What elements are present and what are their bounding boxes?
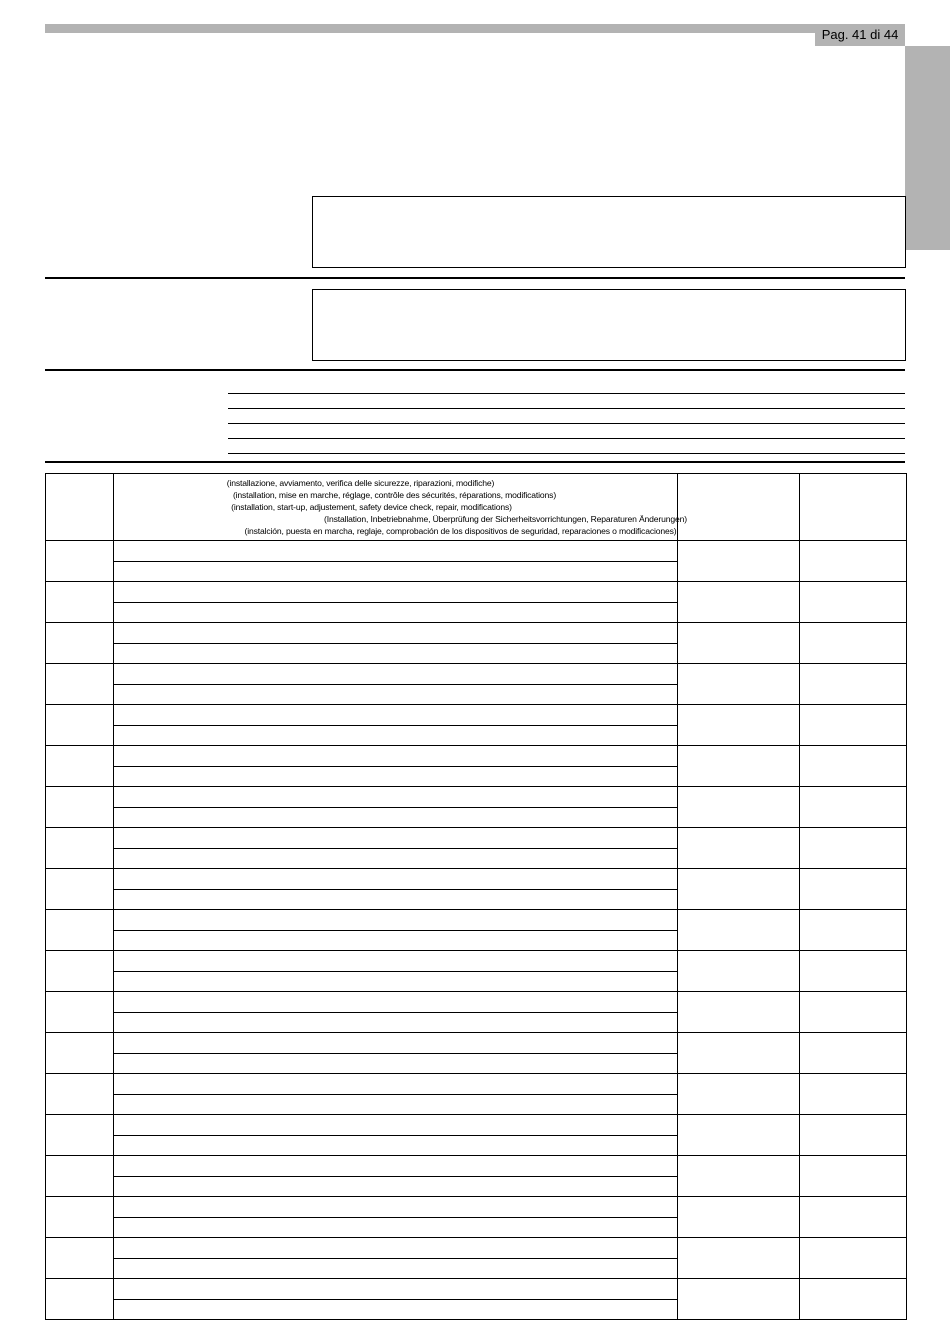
log-entry-row bbox=[46, 828, 907, 849]
signature-cell bbox=[800, 787, 907, 828]
date-cell bbox=[46, 1115, 114, 1156]
write-line bbox=[228, 438, 905, 439]
technician-cell bbox=[678, 787, 800, 828]
write-line bbox=[228, 408, 905, 409]
operation-line-cell bbox=[114, 971, 678, 992]
technician-cell bbox=[678, 582, 800, 623]
date-cell bbox=[46, 992, 114, 1033]
technician-cell bbox=[678, 1115, 800, 1156]
signature-cell bbox=[800, 1238, 907, 1279]
signature-cell bbox=[800, 623, 907, 664]
log-entry-row bbox=[46, 1115, 907, 1136]
log-entry-row bbox=[46, 705, 907, 726]
signature-cell bbox=[800, 951, 907, 992]
date-cell bbox=[46, 541, 114, 582]
date-cell bbox=[46, 1074, 114, 1115]
signature-cell bbox=[800, 910, 907, 951]
log-entry-row bbox=[46, 541, 907, 562]
log-entry-row bbox=[46, 951, 907, 972]
date-cell bbox=[46, 951, 114, 992]
date-cell bbox=[46, 1197, 114, 1238]
operation-line-cell bbox=[114, 746, 678, 767]
operation-header-es: (instalción, puesta en marcha, reglaje, comprobación de los dispositivos de seguridad, reparaciones o modificaciones) bbox=[244, 526, 677, 536]
signature-cell bbox=[800, 705, 907, 746]
date-cell bbox=[46, 623, 114, 664]
section-divider bbox=[45, 369, 905, 371]
technician-cell bbox=[678, 1156, 800, 1197]
log-entry-row bbox=[46, 992, 907, 1013]
date-cell bbox=[46, 705, 114, 746]
operation-header-en: (installation, start-up, adjustement, safety device check, repair, modifications) bbox=[231, 502, 512, 512]
date-cell bbox=[46, 746, 114, 787]
technician-cell bbox=[678, 1197, 800, 1238]
date-cell bbox=[46, 787, 114, 828]
log-entry-row bbox=[46, 869, 907, 890]
operation-line-cell bbox=[114, 561, 678, 582]
info-box-middle bbox=[312, 289, 906, 361]
operation-line-cell bbox=[114, 623, 678, 644]
side-tab bbox=[905, 46, 950, 250]
operation-line-cell bbox=[114, 869, 678, 890]
write-line bbox=[228, 423, 905, 424]
operation-line-cell bbox=[114, 1197, 678, 1218]
date-cell bbox=[46, 869, 114, 910]
signature-cell bbox=[800, 992, 907, 1033]
technician-cell bbox=[678, 992, 800, 1033]
operation-line-cell bbox=[114, 910, 678, 931]
operation-line-cell bbox=[114, 1094, 678, 1115]
signature-cell bbox=[800, 869, 907, 910]
write-line bbox=[228, 453, 905, 454]
date-cell bbox=[46, 1238, 114, 1279]
date-header-cell bbox=[46, 474, 114, 541]
signature-cell bbox=[800, 582, 907, 623]
log-entry-row bbox=[46, 910, 907, 931]
operation-line-cell bbox=[114, 807, 678, 828]
operation-line-cell bbox=[114, 1053, 678, 1074]
section-divider bbox=[45, 277, 905, 279]
signature-cell bbox=[800, 664, 907, 705]
operation-header-de: (Installation, Inbetriebnahme, Überprüfung der Sicherheitsvorrichtungen, Reparaturen Änderungen) bbox=[324, 514, 687, 524]
operation-line-cell bbox=[114, 664, 678, 685]
operation-header-it: (installazione, avviamento, verifica delle sicurezze, riparazioni, modifiche) bbox=[226, 478, 495, 488]
operation-line-cell bbox=[114, 766, 678, 787]
operation-line-cell bbox=[114, 705, 678, 726]
section-divider bbox=[45, 461, 905, 463]
operation-line-cell bbox=[114, 889, 678, 910]
technician-cell bbox=[678, 1279, 800, 1320]
info-box-top bbox=[312, 196, 906, 268]
signature-cell bbox=[800, 746, 907, 787]
technician-cell bbox=[678, 869, 800, 910]
operation-line-cell bbox=[114, 930, 678, 951]
date-cell bbox=[46, 910, 114, 951]
technician-cell bbox=[678, 1033, 800, 1074]
operation-line-cell bbox=[114, 582, 678, 603]
signature-cell bbox=[800, 1279, 907, 1320]
table-header-row bbox=[46, 474, 907, 541]
operation-line-cell bbox=[114, 725, 678, 746]
operation-line-cell bbox=[114, 787, 678, 808]
operation-line-cell bbox=[114, 1217, 678, 1238]
signature-cell bbox=[800, 1156, 907, 1197]
log-entry-row bbox=[46, 1156, 907, 1177]
technician-cell bbox=[678, 664, 800, 705]
log-entry-row bbox=[46, 1238, 907, 1259]
operation-line-cell bbox=[114, 1074, 678, 1095]
operation-line-cell bbox=[114, 1299, 678, 1320]
operation-line-cell bbox=[114, 602, 678, 623]
log-entry-row bbox=[46, 582, 907, 603]
operation-header-fr: (installation, mise en marche, réglage, contrôle des sécurités, réparations, modifications) bbox=[232, 490, 557, 500]
operation-line-cell bbox=[114, 684, 678, 705]
technician-header-cell bbox=[678, 474, 800, 541]
operation-line-cell bbox=[114, 1115, 678, 1136]
log-entry-row bbox=[46, 1197, 907, 1218]
operation-line-cell bbox=[114, 1238, 678, 1259]
write-line bbox=[228, 393, 905, 394]
technician-cell bbox=[678, 910, 800, 951]
operation-line-cell bbox=[114, 992, 678, 1013]
operation-header-cell bbox=[114, 474, 687, 541]
maintenance-log-table bbox=[45, 473, 907, 1320]
page-number: Pag. 41 di 44 bbox=[815, 24, 905, 46]
signature-cell bbox=[800, 1115, 907, 1156]
operation-line-cell bbox=[114, 1258, 678, 1279]
signature-cell bbox=[800, 1197, 907, 1238]
operation-line-cell bbox=[114, 541, 678, 562]
operation-line-cell bbox=[114, 1135, 678, 1156]
log-entry-row bbox=[46, 746, 907, 767]
signature-header-cell bbox=[800, 474, 907, 541]
operation-line-cell bbox=[114, 828, 678, 849]
operation-line-cell bbox=[114, 1033, 678, 1054]
header-bar bbox=[45, 24, 905, 33]
operation-line-cell bbox=[114, 1156, 678, 1177]
signature-cell bbox=[800, 1033, 907, 1074]
log-entry-row bbox=[46, 623, 907, 644]
log-entry-row bbox=[46, 1279, 907, 1300]
technician-cell bbox=[678, 746, 800, 787]
date-cell bbox=[46, 828, 114, 869]
date-cell bbox=[46, 582, 114, 623]
date-cell bbox=[46, 664, 114, 705]
operation-line-cell bbox=[114, 643, 678, 664]
signature-cell bbox=[800, 828, 907, 869]
operation-line-cell bbox=[114, 848, 678, 869]
log-entry-row bbox=[46, 1074, 907, 1095]
log-entry-row bbox=[46, 787, 907, 808]
operation-line-cell bbox=[114, 1279, 678, 1300]
technician-cell bbox=[678, 1074, 800, 1115]
operation-line-cell bbox=[114, 1012, 678, 1033]
technician-cell bbox=[678, 1238, 800, 1279]
technician-cell bbox=[678, 623, 800, 664]
signature-cell bbox=[800, 1074, 907, 1115]
date-cell bbox=[46, 1156, 114, 1197]
date-cell bbox=[46, 1033, 114, 1074]
date-cell bbox=[46, 1279, 114, 1320]
operation-line-cell bbox=[114, 951, 678, 972]
technician-cell bbox=[678, 828, 800, 869]
signature-cell bbox=[800, 541, 907, 582]
log-entry-row bbox=[46, 664, 907, 685]
operation-line-cell bbox=[114, 1176, 678, 1197]
technician-cell bbox=[678, 705, 800, 746]
technician-cell bbox=[678, 951, 800, 992]
technician-cell bbox=[678, 541, 800, 582]
log-entry-row bbox=[46, 1033, 907, 1054]
